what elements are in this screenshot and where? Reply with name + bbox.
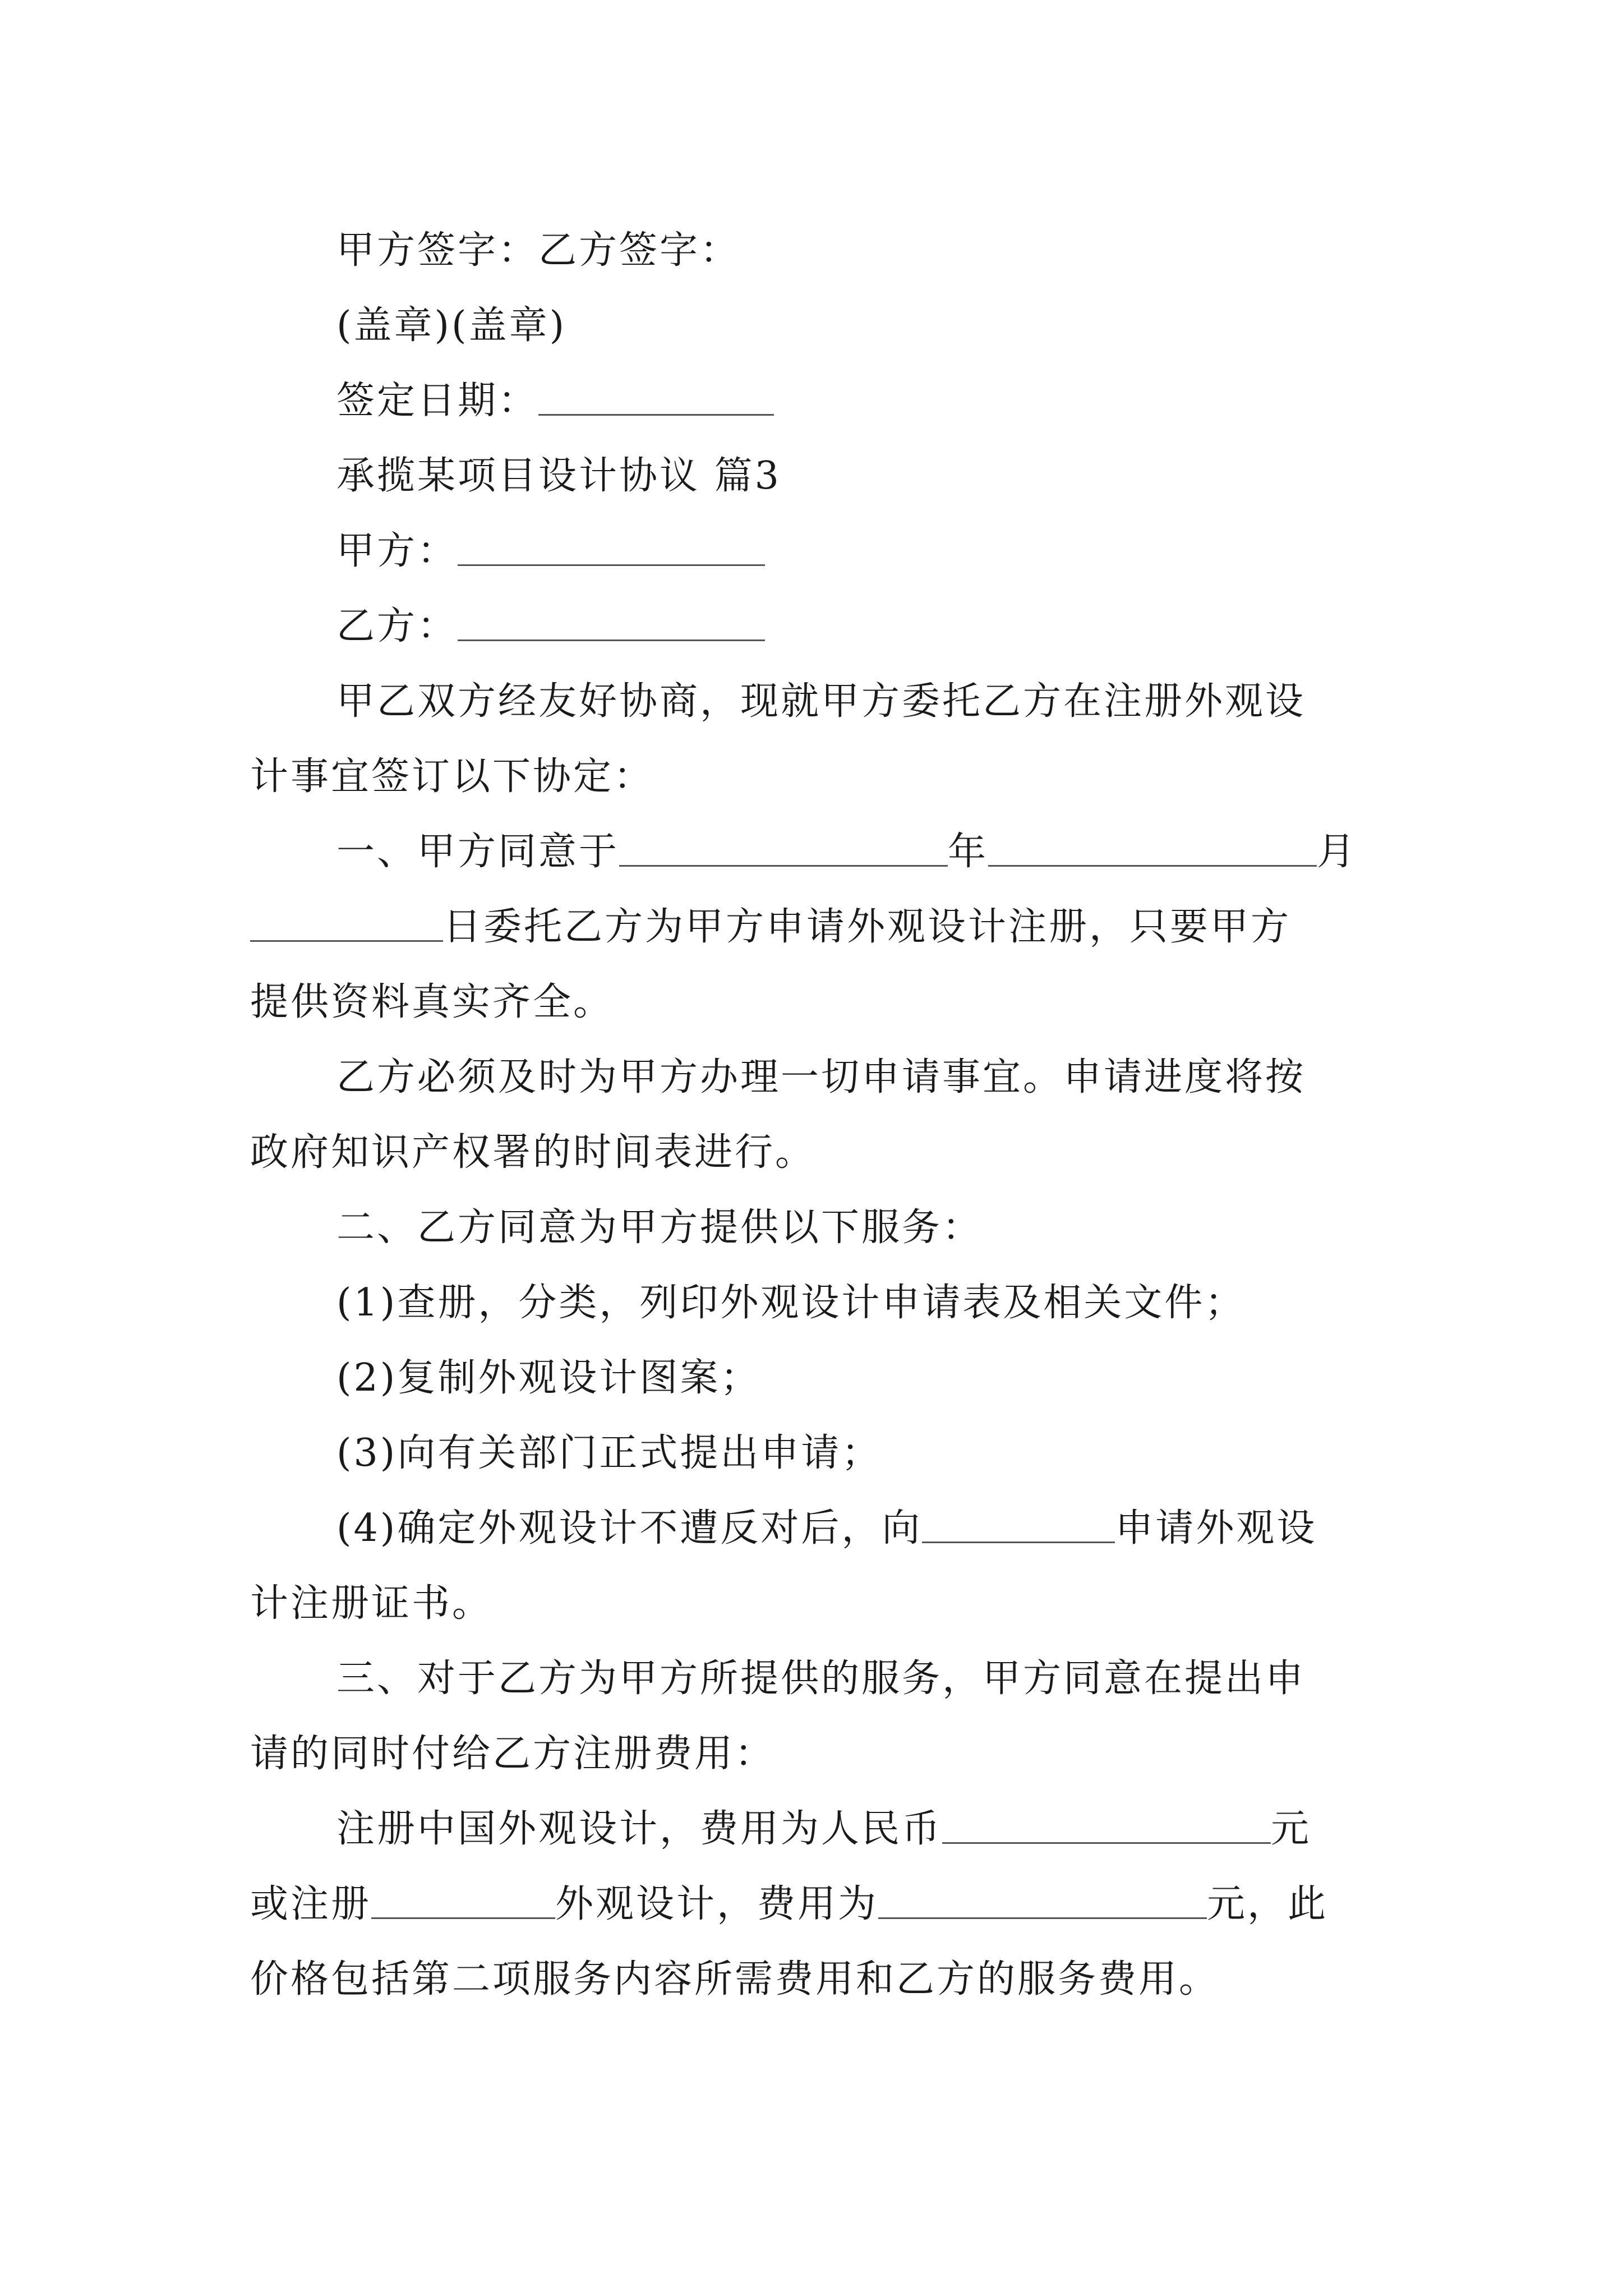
fee-text: 元，此	[1207, 1882, 1329, 1926]
paragraph-text: 乙方必须及时为甲方办理一切申请事宜。申请进度将按	[336, 1055, 1306, 1099]
paragraph-line	[250, 664, 1377, 739]
list-item	[250, 1266, 1377, 1341]
clause-two-line	[250, 1190, 1377, 1266]
fee-text: 价格包括第二项服务内容所需费用和乙方的服务费用。	[250, 1957, 1220, 2001]
sign-date-label: 签定日期：	[336, 379, 539, 423]
clause-one-text: 日委托乙方为甲方申请外观设计注册，只要甲方	[443, 905, 1292, 949]
year-blank	[619, 830, 948, 867]
list-item-text: (2)复制外观设计图案；	[336, 1356, 761, 1400]
party-b-label: 乙方：	[336, 604, 458, 648]
clause-three-text: 三、对于乙方为甲方所提供的服务，甲方同意在提出申	[336, 1657, 1306, 1701]
sign-date-line	[250, 364, 1377, 439]
list-item	[250, 1491, 1377, 1566]
party-a-label: 甲方：	[336, 529, 458, 573]
paragraph-line	[250, 1115, 1377, 1190]
sign-date-blank	[538, 379, 774, 416]
list-item-text: (1)查册，分类，列印外观设计申请表及相关文件；	[336, 1281, 1246, 1325]
seal-text: (盖章)(盖章)	[336, 303, 567, 348]
paragraph-text: 计事宜签订以下协定：	[250, 754, 654, 799]
list-item-text: 申请外观设	[1115, 1506, 1317, 1550]
list-item	[250, 1341, 1377, 1416]
clause-three-line	[250, 1641, 1377, 1717]
list-item-text: 计注册证书。	[250, 1581, 493, 1626]
clause-one-text: 一、甲方同意于	[336, 830, 620, 874]
fee-text: 或注册	[250, 1882, 372, 1926]
party-a-line	[250, 514, 1377, 589]
month-label: 月	[1317, 830, 1358, 874]
list-item-text: (4)确定外观设计不遭反对后，向	[336, 1506, 923, 1550]
paragraph-text: 甲乙双方经友好协商，现就甲方委托乙方在注册外观设	[336, 679, 1306, 724]
region-blank	[371, 1883, 555, 1919]
clause-three-text: 请的同时付给乙方注册费用：	[250, 1732, 776, 1776]
document-page	[250, 213, 1377, 2017]
section-title-text: 承揽某项目设计协议 篇3	[336, 454, 781, 498]
list-item	[250, 1416, 1377, 1491]
party-a-blank	[458, 530, 765, 566]
fee-text: 注册中国外观设计，费用为人民币	[336, 1807, 943, 1851]
clause-two-text: 二、乙方同意为甲方提供以下服务：	[336, 1205, 983, 1250]
clause-one-line	[250, 965, 1377, 1040]
fee-amount-blank	[942, 1807, 1271, 1844]
fee-text: 外观设计，费用为	[555, 1882, 879, 1926]
fee-line	[250, 1867, 1377, 1942]
clause-three-line	[250, 1717, 1377, 1792]
paragraph-line	[250, 1040, 1377, 1115]
day-blank	[250, 905, 443, 942]
party-b-blank	[458, 605, 765, 641]
seal-line	[250, 288, 1377, 364]
list-item-text: (3)向有关部门正式提出申请；	[336, 1431, 882, 1475]
month-blank	[988, 830, 1317, 867]
party-b-line	[250, 589, 1377, 664]
year-label: 年	[948, 830, 989, 874]
list-item	[250, 1566, 1377, 1641]
signature-line	[250, 213, 1377, 288]
signature-text: 甲方签字：乙方签字：	[336, 228, 741, 273]
paragraph-text: 政府知识产权署的时间表进行。	[250, 1130, 816, 1175]
fee-amount-blank	[878, 1883, 1207, 1919]
fee-unit: 元	[1271, 1807, 1312, 1851]
fee-line	[250, 1792, 1377, 1867]
section-title	[250, 439, 1377, 514]
authority-blank	[922, 1507, 1115, 1543]
clause-one-line	[250, 890, 1377, 965]
clause-one-text: 提供资料真实齐全。	[250, 980, 614, 1024]
paragraph-line	[250, 739, 1377, 815]
fee-line	[250, 1942, 1377, 2017]
clause-one-line	[250, 815, 1377, 890]
